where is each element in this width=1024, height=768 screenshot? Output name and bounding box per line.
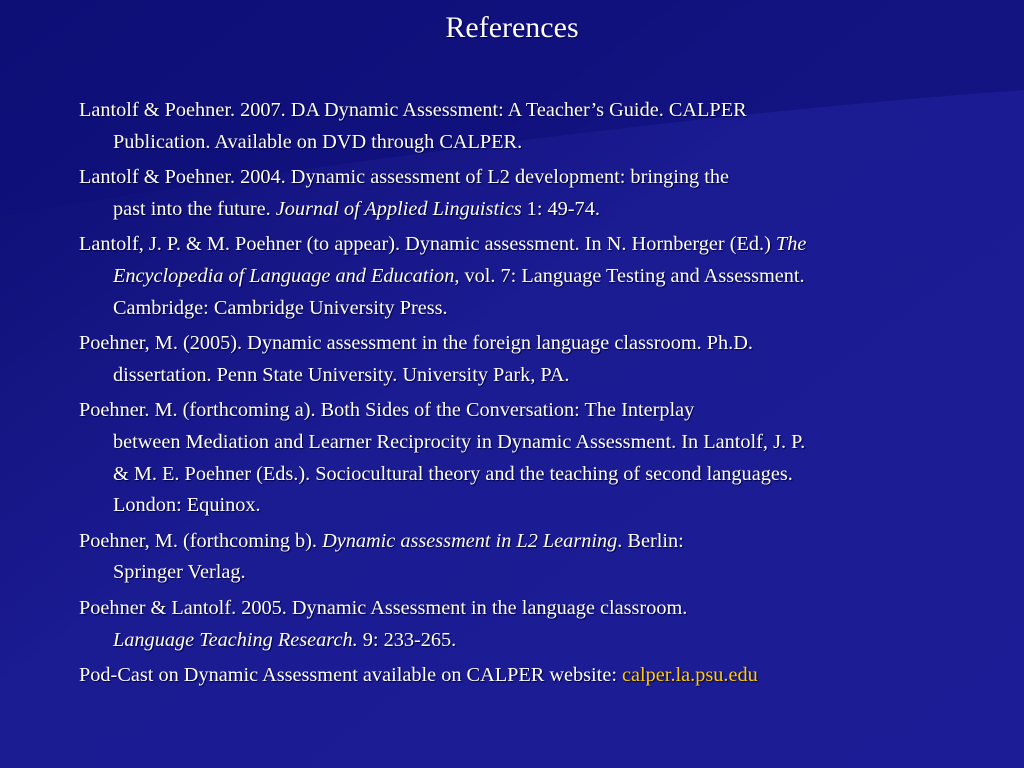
reference-item	[79, 526, 999, 589]
reference-line	[79, 459, 999, 491]
reference-line	[79, 490, 999, 522]
reference-item	[79, 660, 999, 692]
italic-title: Language Teaching Research.	[113, 628, 358, 651]
reference-text: Publication. Available on DVD through CALPER.	[113, 130, 523, 153]
reference-text: dissertation. Penn State University. University Park, PA.	[113, 363, 570, 386]
reference-line	[79, 162, 999, 194]
reference-text: 1: 49-74.	[521, 197, 600, 220]
reference-line	[79, 557, 999, 589]
reference-line	[79, 526, 999, 558]
reference-text: Lantolf & Poehner. 2004. Dynamic assessment of L2 development: bringing the	[79, 166, 729, 189]
reference-text: Poehner & Lantolf. 2005. Dynamic Assessment in the language classroom.	[79, 596, 688, 619]
reference-text: , vol. 7: Language Testing and Assessment.	[454, 264, 805, 287]
reference-line	[79, 328, 999, 360]
reference-line	[79, 625, 999, 657]
reference-text: Springer Verlag.	[113, 561, 246, 584]
reference-line	[79, 360, 999, 392]
slide-title: References	[445, 11, 579, 44]
reference-item	[79, 328, 999, 391]
italic-title: Encyclopedia of Language and Education	[113, 264, 455, 287]
reference-item	[79, 95, 999, 158]
reference-line	[79, 293, 999, 325]
reference-text: Poehner. M. (forthcoming a). Both Sides of the Conversation: The Interplay	[79, 399, 695, 422]
reference-text: between Mediation and Learner Reciprocity in Dynamic Assessment. In Lantolf, J. P.	[113, 430, 806, 453]
reference-text: & M. E. Poehner (Eds.). Sociocultural theory and the teaching of second languages.	[113, 462, 793, 485]
reference-text: . Berlin:	[617, 529, 684, 552]
references-list	[79, 95, 999, 696]
reference-line	[79, 261, 999, 293]
reference-text: Lantolf, J. P. & M. Poehner (to appear). Dynamic assessment. In N. Hornberger (Ed.)	[79, 233, 776, 256]
reference-line	[79, 95, 999, 127]
reference-line	[79, 127, 999, 159]
reference-text: Pod-Cast on Dynamic Assessment available on CALPER website:	[79, 664, 623, 687]
reference-line	[79, 395, 999, 427]
reference-line	[79, 229, 999, 261]
reference-line	[79, 427, 999, 459]
reference-text: Poehner, M. (forthcoming b).	[79, 529, 323, 552]
website-link[interactable]: calper.la.psu.edu	[622, 664, 758, 687]
italic-title: Journal of Applied Linguistics	[275, 197, 522, 220]
italic-title: The	[775, 233, 807, 256]
reference-item	[79, 593, 999, 656]
reference-text: 9: 233-265.	[357, 628, 457, 651]
reference-line	[79, 593, 999, 625]
reference-text: London: Equinox.	[113, 494, 261, 517]
reference-line	[79, 194, 999, 226]
reference-item	[79, 162, 999, 225]
reference-line	[79, 660, 999, 692]
reference-item	[79, 395, 999, 521]
reference-item	[79, 229, 999, 324]
reference-text: Lantolf & Poehner. 2007. DA Dynamic Assessment: A Teacher’s Guide. CALPER	[79, 99, 747, 121]
reference-text: Cambridge: Cambridge University Press.	[113, 296, 448, 319]
italic-title: Dynamic assessment in L2 Learning	[322, 529, 618, 552]
reference-text: Poehner, M. (2005). Dynamic assessment in the foreign language classroom. Ph.D.	[79, 332, 753, 355]
reference-text: past into the future.	[113, 197, 276, 220]
